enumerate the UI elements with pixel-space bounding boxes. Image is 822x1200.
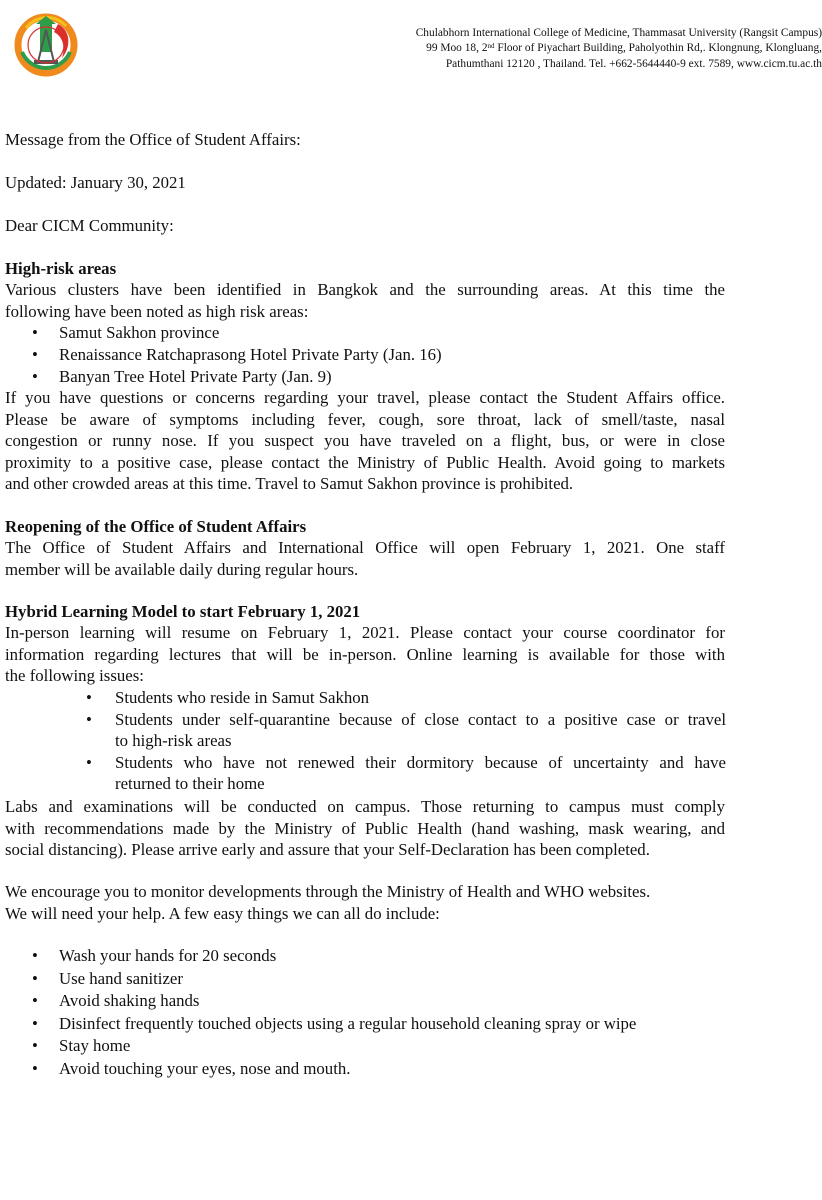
- list-item-text: Wash your hands for 20 seconds: [59, 946, 277, 965]
- tips-list: [32, 945, 636, 1081]
- bullet-icon: •: [32, 323, 38, 342]
- list-item-text: Disinfect frequently touched objects using a regular household cleaning spray or wipe: [59, 1013, 637, 1033]
- list-item-text: Renaissance Ratchaprasong Hotel Private Party (Jan. 16): [59, 345, 442, 364]
- sec1-body-line: proximity to a positive case, please contact the Ministry of Public Health. Avoid going to markets: [5, 452, 725, 472]
- bullet-icon: •: [32, 1058, 38, 1078]
- closing-line-2: We will need your help. A few easy things we can all do include:: [5, 904, 440, 923]
- bullet-icon: •: [32, 968, 38, 988]
- high-risk-list: [32, 322, 442, 388]
- list-item: [32, 945, 636, 968]
- heading-hybrid-learning: Hybrid Learning Model to start February 1, 2021: [5, 602, 361, 621]
- list-item-text: Avoid touching your eyes, nose and mouth.: [59, 1058, 351, 1078]
- list-item-text: Students under self-quarantine because of close contact to a positive case or travel: [115, 709, 726, 729]
- sec1-intro-line: following have been noted as high risk areas:: [5, 301, 309, 321]
- updated-date: Updated: January 30, 2021: [5, 173, 186, 192]
- closing-line-1: We encourage you to monitor developments through the Ministry of Health and WHO websites.: [5, 882, 651, 901]
- list-item: [86, 709, 726, 752]
- list-item: [32, 990, 636, 1013]
- greeting: Dear CICM Community:: [5, 216, 174, 235]
- bullet-icon: •: [86, 752, 92, 772]
- college-logo: [14, 12, 78, 82]
- list-item: [32, 1058, 636, 1081]
- list-item-text: Use hand sanitizer: [59, 968, 183, 988]
- sec3-intro-line: information regarding lectures that will be in-person. Online learning is available for those with: [5, 644, 725, 664]
- sec2-body-line: member will be available daily during regular hours.: [5, 559, 359, 579]
- list-item-text: returned to their home: [115, 774, 265, 794]
- bullet-icon: •: [86, 688, 92, 707]
- sec3-body-line: social distancing). Please arrive early and assure that your Self-Declaration has been completed.: [5, 840, 650, 860]
- bullet-icon: •: [32, 367, 38, 386]
- bullet-icon: •: [32, 946, 38, 965]
- sec3-intro-line: In-person learning will resume on February 1, 2021. Please contact your course coordinator for: [5, 623, 725, 642]
- list-item: [32, 344, 442, 366]
- sec1-body-line: and other crowded areas at this time. Travel to Samut Sakhon province is prohibited.: [5, 474, 574, 494]
- list-item: [32, 1013, 636, 1036]
- sec3-body-line: with recommendations made by the Ministry of Public Health (hand washing, mask wearing, and: [5, 818, 725, 838]
- online-learning-list: [86, 687, 726, 795]
- list-item: [86, 752, 726, 795]
- sec2-body-line: The Office of Student Affairs and International Office will open February 1, 2021. One staff: [5, 538, 725, 557]
- list-item: [32, 968, 636, 991]
- bullet-icon: •: [32, 345, 38, 364]
- sec3-body-line: Labs and examinations will be conducted on campus. Those returning to campus must comply: [5, 797, 725, 816]
- address-line-2-sup: nd: [487, 42, 495, 51]
- sec3-intro: [5, 622, 725, 687]
- list-item-text: Students who reside in Samut Sakhon: [115, 688, 370, 707]
- sec1-body-line: Please be aware of symptoms including fever, cough, sore throat, lack of smell/taste, nasal: [5, 409, 725, 429]
- sec1-body-line: congestion or runny nose. If you suspect you have traveled on a flight, bus, or were in close: [5, 431, 725, 451]
- address-line-1: Chulabhorn International College of Medicine, Thammasat University (Rangsit Campus): [415, 27, 822, 39]
- sec1-intro: [5, 279, 725, 322]
- bullet-icon: •: [86, 709, 92, 729]
- address-line-3: Pathumthani 12120 , Thailand. Tel. +662-5644440-9 ext. 7589, www.cicm.tu.ac.th: [445, 57, 822, 70]
- list-item: [32, 366, 442, 388]
- address-line-2: [362, 41, 822, 56]
- list-item-text: Samut Sakhon province: [59, 323, 220, 342]
- bullet-icon: •: [32, 991, 38, 1011]
- sec1-body-line: If you have questions or concerns regarding your travel, please contact the Student Affairs office.: [5, 388, 725, 407]
- sec3-intro-line: the following issues:: [5, 666, 144, 686]
- list-item-text: to high-risk areas: [115, 731, 232, 751]
- sec1-intro-line: Various clusters have been identified in Bangkok and the surrounding areas. At this time the: [5, 280, 725, 299]
- address-line-2-pre: 99 Moo 18, 2: [426, 42, 488, 55]
- bullet-icon: •: [32, 1013, 38, 1033]
- heading-reopening: Reopening of the Office of Student Affairs: [5, 517, 307, 536]
- list-item-text: Stay home: [59, 1036, 131, 1056]
- sec2-body: [5, 537, 725, 580]
- address-line-2-post: Floor of Piyachart Building, Paholyothin Rd,. Klongnung, Klongluang,: [494, 42, 822, 55]
- header-address: [362, 26, 822, 72]
- sec3-body: [5, 796, 725, 861]
- heading-high-risk-areas: High-risk areas: [5, 259, 117, 278]
- list-item: [32, 1035, 636, 1058]
- sec1-body: [5, 387, 725, 495]
- list-item-text: Banyan Tree Hotel Private Party (Jan. 9): [59, 367, 332, 386]
- message-from: Message from the Office of Student Affairs:: [5, 130, 301, 149]
- list-item: [32, 322, 442, 344]
- list-item-text: Students who have not renewed their dormitory because of uncertainty and have: [115, 752, 726, 772]
- list-item-text: Avoid shaking hands: [59, 991, 200, 1011]
- list-item: [86, 687, 726, 709]
- bullet-icon: •: [32, 1036, 38, 1056]
